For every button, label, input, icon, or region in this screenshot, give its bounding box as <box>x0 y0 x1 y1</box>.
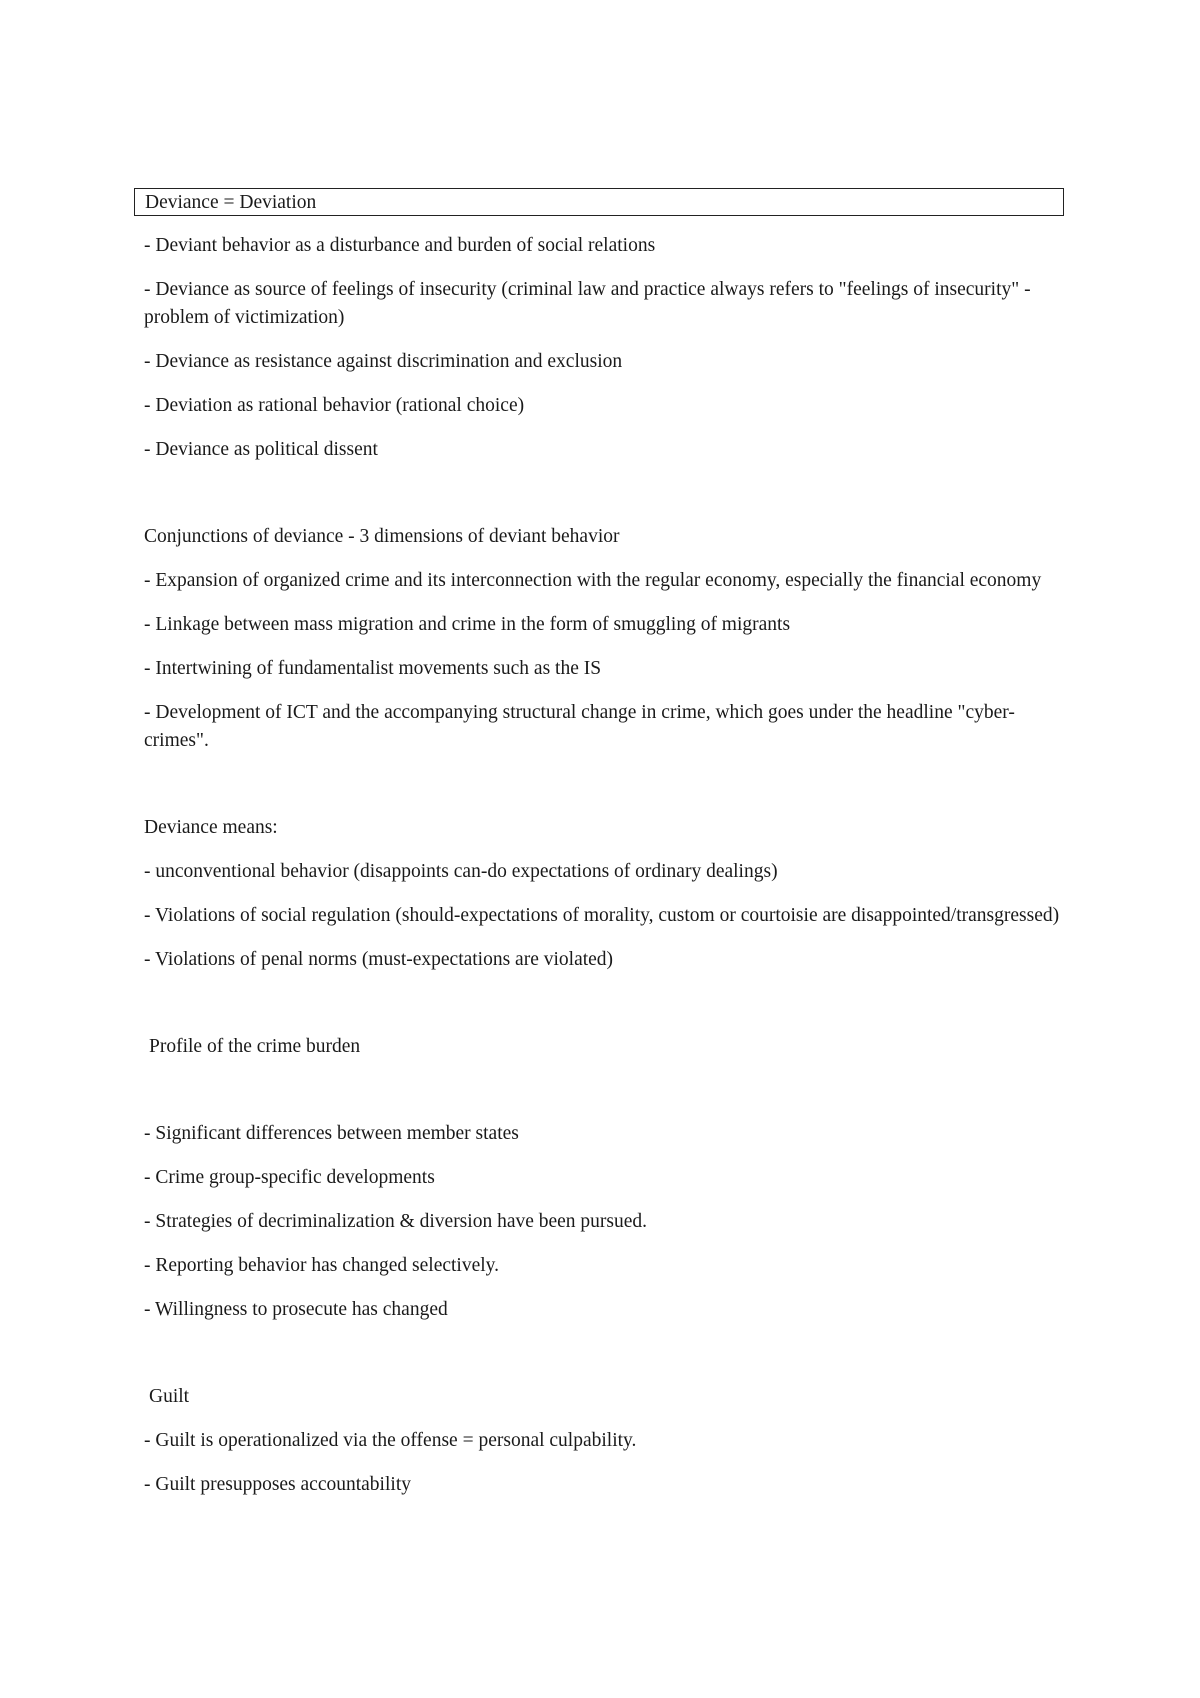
bullet-item: - Significant differences between member states <box>144 1123 519 1144</box>
bullet-item: - Reporting behavior has changed selectively. <box>144 1255 500 1276</box>
bullet-item: - Guilt presupposes accountability <box>144 1474 411 1495</box>
bullet-item: - Deviance as resistance against discrimination and exclusion <box>144 351 623 372</box>
bullet-item: - Deviant behavior as a disturbance and burden of social relations <box>144 235 656 256</box>
bullet-item: - Willingness to prosecute has changed <box>144 1299 448 1320</box>
section-heading: Conjunctions of deviance - 3 dimensions of deviant behavior <box>144 526 620 547</box>
bullet-item: - Development of ICT and the accompanying structural change in crime, which goes under the headline "cyber-crimes". <box>144 702 1015 751</box>
section-heading: Guilt <box>149 1386 190 1407</box>
bullet-item: - Deviance as political dissent <box>144 439 378 460</box>
bullet-item: - Crime group-specific developments <box>144 1167 435 1188</box>
section-heading: Deviance means: <box>144 817 278 838</box>
document-content <box>144 188 1074 1499</box>
bullet-item: - Deviation as rational behavior (rational choice) <box>144 395 525 416</box>
section-heading: Profile of the crime burden <box>149 1036 361 1057</box>
bullet-item: - Expansion of organized crime and its interconnection with the regular economy, especially the financial economy <box>144 570 1042 591</box>
section-title-box <box>134 188 1064 216</box>
bullet-item: - Linkage between mass migration and crime in the form of smuggling of migrants <box>144 614 791 635</box>
bullet-item: - Deviance as source of feelings of insecurity (criminal law and practice always refers to "feelings of insecurity" - problem of victimization) <box>144 279 1031 328</box>
bullet-item: - Strategies of decriminalization & diversion have been pursued. <box>144 1211 648 1232</box>
bullet-item: - Violations of penal norms (must-expectations are violated) <box>144 949 614 970</box>
bullet-item: - Guilt is operationalized via the offense = personal culpability. <box>144 1430 637 1451</box>
bullet-item: - unconventional behavior (disappoints can-do expectations of ordinary dealings) <box>144 861 778 882</box>
bullet-item: - Violations of social regulation (should-expectations of morality, custom or courtoisie are disappointed/transgressed) <box>144 905 1060 926</box>
bullet-item: - Intertwining of fundamentalist movements such as the IS <box>144 658 602 679</box>
section-title: Deviance = Deviation <box>145 192 317 213</box>
